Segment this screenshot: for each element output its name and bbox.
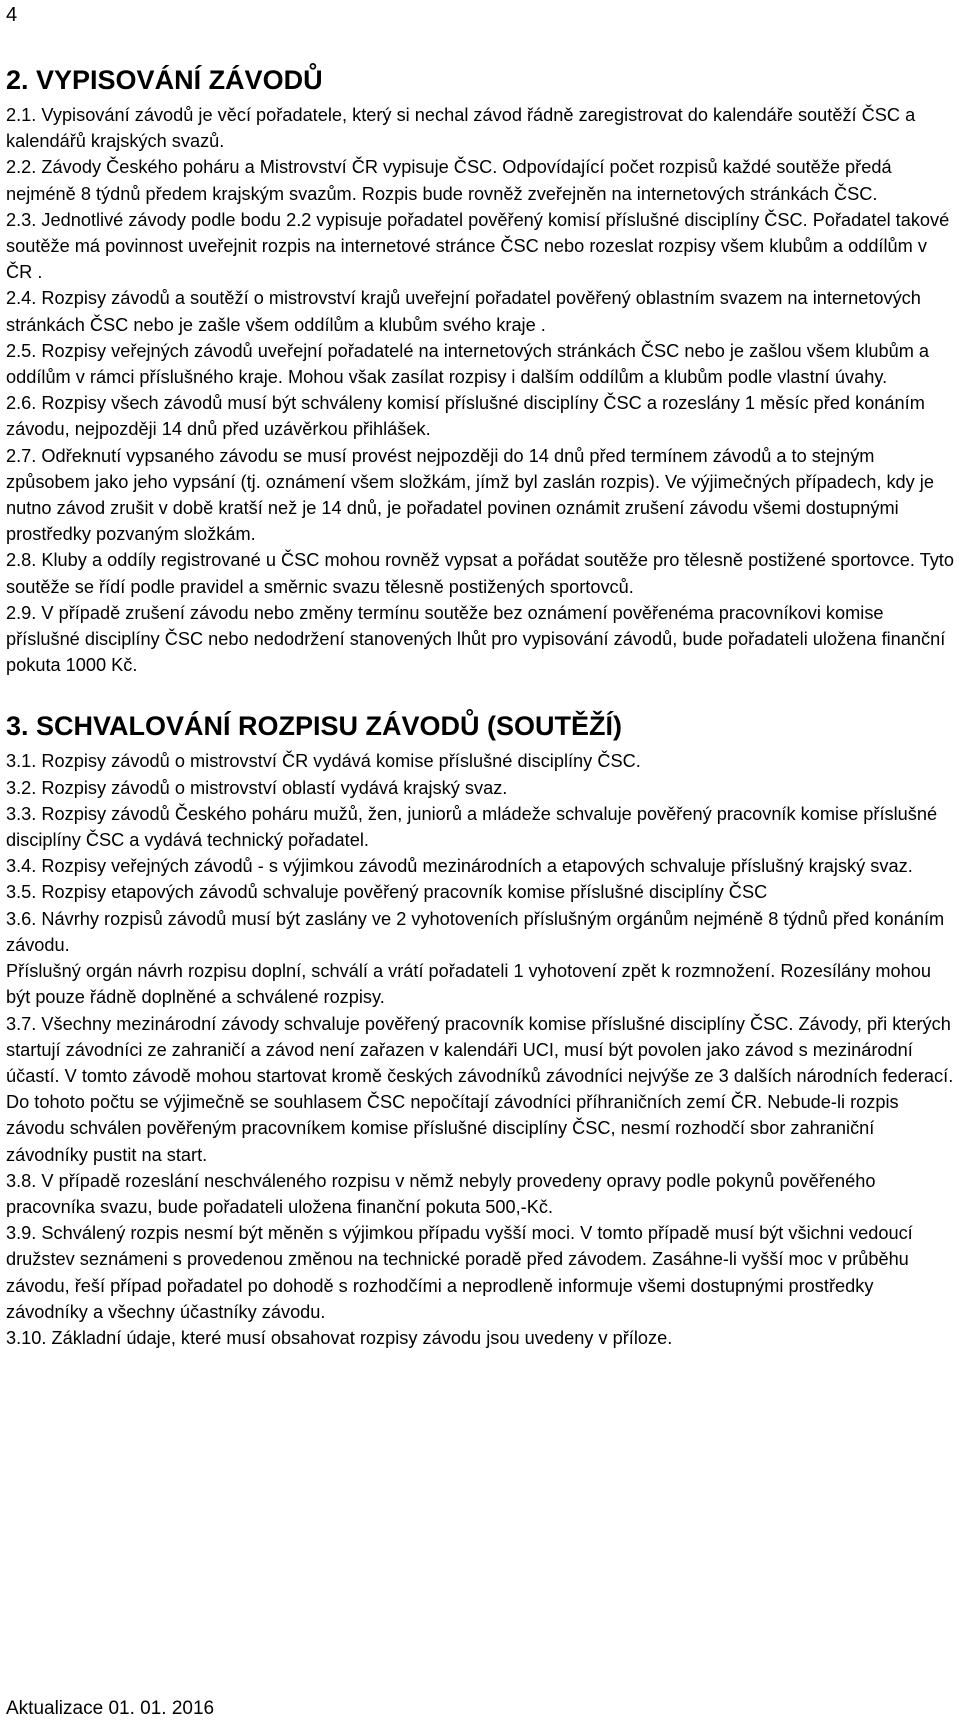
document-body	[6, 62, 954, 1351]
item-3-8: 3.8. V případě rozeslání neschváleného rozpisu v němž nebyly provedeny opravy podle pokynů pověřeného pracovníka svazu, bude pořadateli uložena finanční pokuta 500,-Kč.	[6, 1170, 876, 1217]
item-2-1: 2.1. Vypisování závodů je věcí pořadatele, který si nechal závod řádně zaregistrovat do kalendáře soutěží ČSC a kalendářů krajských svazů.	[6, 105, 916, 152]
item-3-1: 3.1. Rozpisy závodů o mistrovství ČR vydává komise příslušné disciplíny ČSC.	[6, 751, 641, 772]
section-3-heading: 3. SCHVALOVÁNÍ ROZPISU ZÁVODŮ (SOUTĚŽÍ)	[6, 711, 623, 742]
page-number: 4	[6, 4, 18, 26]
item-3-7: 3.7. Všechny mezinárodní závody schvaluje pověřený pracovník komise příslušné disciplíny ČSC. Závody, při kterých startují závodníci ze zahraničí a závod není zařazen v kalendáři UCI, musí být povolen jako závod s mezinárodní účastí. V tomto závodě mohou startovat kromě českých závodníků závodníci nejvýše ze 3 dalších národních federací. Do tohoto počtu se výjimečně se souhlasem ČSC nepočítají závodníci příhraničních zemí ČR. Nebude-li rozpis závodu schválen pověřeným pracovníkem komise příslušné disciplíny ČSC, nesmí rozhodčí sbor zahraniční závodníky pustit na start.	[6, 1013, 954, 1165]
item-3-9: 3.9. Schválený rozpis nesmí být měněn s výjimkou případu vyšší moci. V tomto případě musí být všichni vedoucí družstev seznámeni s provedenou změnou na technické poradě před závodem. Zasáhne-li vyšší moc v průběhu závodu, řeší případ pořadatel po dohodě s rozhodčími a neprodleně informuje všemi dostupnými prostředky závodníky a všechny účastníky závodu.	[6, 1223, 913, 1322]
item-3-2: 3.2. Rozpisy závodů o mistrovství oblastí vydává krajský svaz.	[6, 777, 508, 798]
section-2-heading: 2. VYPISOVÁNÍ ZÁVODŮ	[6, 65, 323, 95]
item-3-4: 3.4. Rozpisy veřejných závodů - s výjimkou závodů mezinárodních a etapových schvaluje příslušný krajský svaz.	[6, 856, 913, 877]
item-2-4: 2.4. Rozpisy závodů a soutěží o mistrovství krajů uveřejní pořadatel pověřený oblastním svazem na internetových stránkách ČSC nebo je zašle všem oddílům a klubům svého kraje .	[6, 288, 921, 335]
item-2-6: 2.6. Rozpisy všech závodů musí být schváleny komisí příslušné disciplíny ČSC a rozeslány 1 měsíc před konáním závodu, nejpozději 14 dnů před uzávěrkou přihlášek.	[6, 393, 925, 440]
item-2-5: 2.5. Rozpisy veřejných závodů uveřejní pořadatelé na internetových stránkách ČSC nebo je zašlou všem klubům a oddílům v rámci příslušného kraje. Mohou však zasílat rozpisy i dalším oddílům a klubům podle vlastní úvahy.	[6, 340, 930, 388]
item-3-6: 3.6. Návrhy rozpisů závodů musí být zaslány ve 2 vyhotoveních příslušným orgánům nejméně 8 týdnů před konáním závodu.	[6, 908, 945, 955]
item-2-7: 2.7. Odřeknutí vypsaného závodu se musí provést nejpozději do 14 dnů před termínem závodů a to stejným způsobem jako jeho vypsání (tj. oznámení všem složkám, jímž byl zaslán rozpis). Ve výjimečných případech, kdy je nutno závod zrušit v době kratší než je 14 dnů, je pořadatel povinen oznámit zrušení závodu všemi dostupnými prostředky pozvaným složkám.	[6, 445, 934, 545]
item-3-10: 3.10. Základní údaje, které musí obsahovat rozpisy závodu jsou uvedeny v příloze.	[6, 1327, 673, 1348]
item-2-8: 2.8. Kluby a oddíly registrované u ČSC mohou rovněž vypsat a pořádat soutěže pro tělesně postižené sportovce. Tyto soutěže se řídí podle pravidel a směrnic svazu tělesně postižených sportovců.	[6, 550, 954, 597]
item-3-3: 3.3. Rozpisy závodů Českého poháru mužů, žen, juniorů a mládeže schvaluje pověřený pracovník komise příslušné disciplíny ČSC a vydává technický pořadatel.	[6, 803, 938, 851]
item-3-5: 3.5. Rozpisy etapových závodů schvaluje pověřený pracovník komise příslušné disciplíny ČSC	[6, 882, 768, 903]
item-2-2: 2.2. Závody Českého poháru a Mistrovství ČR vypisuje ČSC. Odpovídající počet rozpisů každé soutěže předá nejméně 8 týdnů předem krajským svazům. Rozpis bude rovněž zveřejněn na internetových stránkách ČSC.	[6, 157, 892, 204]
item-2-9: 2.9. V případě zrušení závodu nebo změny termínu soutěže bez oznámení pověřenéma pracovníkovi komise příslušné disciplíny ČSC nebo nedodržení stanovených lhůt pro vypisování závodů, bude pořadateli uložena finanční pokuta 1000 Kč.	[6, 602, 946, 676]
footer-update-date: Aktualizace 01. 01. 2016	[6, 1698, 215, 1719]
item-3-6-continuation: Příslušný orgán návrh rozpisu doplní, schválí a vrátí pořadateli 1 vyhotovení zpět k rozmnožení. Rozesílány mohou být pouze řádně doplněné a schválené rozpisy.	[6, 961, 932, 1008]
item-2-3: 2.3. Jednotlivé závody podle bodu 2.2 vypisuje pořadatel pověřený komisí příslušné disciplíny ČSC. Pořadatel takové soutěže má povinnost uveřejnit rozpis na internetové stránce ČSC nebo rozeslat rozpisy všem klubům a oddílům v ČR .	[6, 209, 950, 283]
